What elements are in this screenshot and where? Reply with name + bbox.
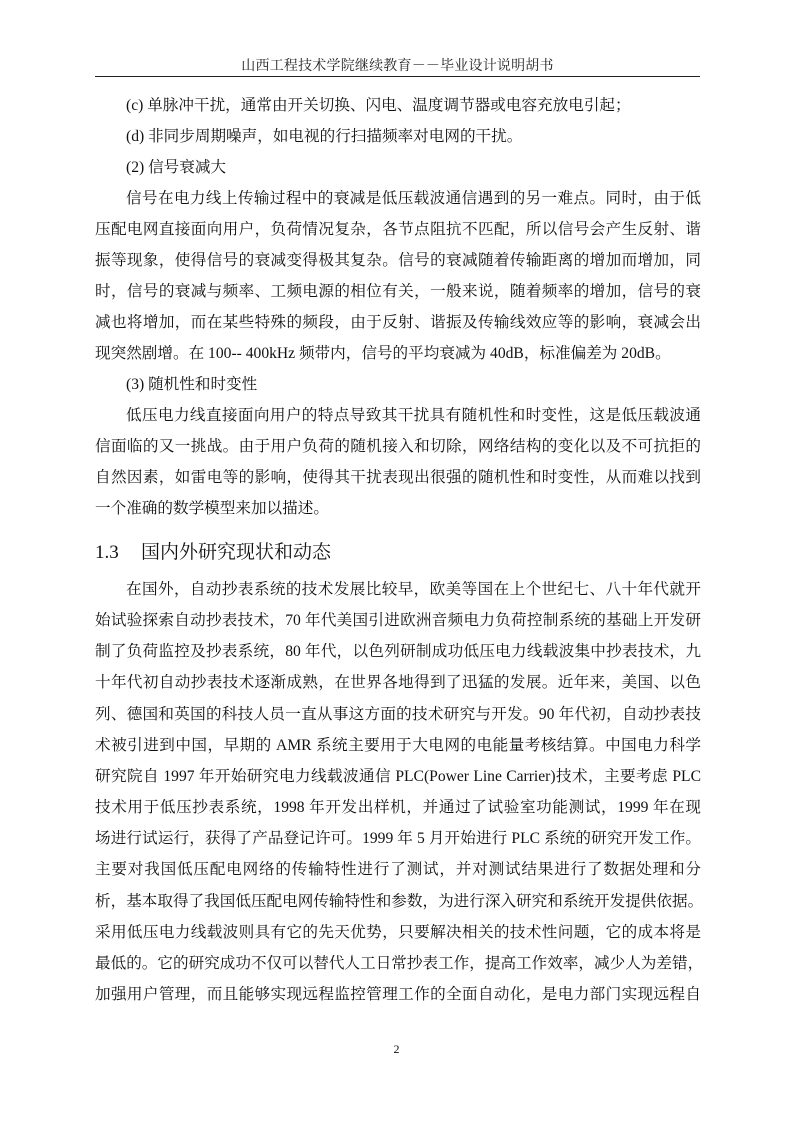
section-number: 1.3 — [95, 542, 119, 563]
text-line: 采用低压电力线载波则具有它的先天优势，只要解决相关的技术性问题，它的成本将是 — [95, 923, 701, 941]
text-line: 场进行试运行，获得了产品登记许可。1999 年 5 月开始进行 PLC 系统的研究开发工作。 — [95, 830, 701, 848]
text-line: 一个准确的数学模型来加以描述。 — [95, 500, 329, 517]
text-line: 时，信号的衰减与频率、工频电源的相位有关，一般来说，随着频率的增加，信号的衰 — [95, 283, 701, 300]
running-header: 山西工程技术学院继续教育－－毕业设计说明胡书 — [241, 59, 554, 74]
text-line: 现突然剧增。在 100-- 400kHz 频带内，信号的平均衰减为 40dB，标准偏差为 20dB。 — [95, 345, 671, 362]
text-line: 振等现象，使得信号的衰减变得极其复杂。信号的衰减随着传输距离的增加而增加，同 — [95, 252, 701, 269]
text-line: 主要对我国低压配电网络的传输特性进行了测试，并对测试结果进行了数据处理和分 — [95, 861, 701, 879]
text-line: 术被引进到中国，早期的 AMR 系统主要用于大电网的电能量考核结算。中国电力科学 — [95, 736, 701, 754]
section-heading — [95, 537, 331, 564]
text-line: 始试验探索自动抄表技术，70 年代美国引进欧洲音频电力负荷控制系统的基础上开发研 — [95, 612, 701, 630]
text-line: (2) 信号衰减大 — [126, 159, 227, 176]
text-line: 压配电网直接面向用户，负荷情况复杂，各节点阻抗不匹配，所以信号会产生反射、谐 — [95, 221, 701, 238]
text-line: 列、德国和英国的科技人员一直从事这方面的技术研究与开发。90 年代初，自动抄表技 — [95, 705, 701, 723]
text-line: 自然因素，如雷电等的影响，使得其干扰表现出很强的随机性和时变性，从而难以找到 — [95, 469, 701, 486]
text-line: 减也将增加，而在某些特殊的频段，由于反射、谐振及传输线效应等的影响，衰减会出 — [95, 314, 701, 331]
text-line: 十年代初自动抄表技术逐渐成熟，在世界各地得到了迅猛的发展。近年来，美国、以色 — [95, 674, 701, 692]
text-line: (c) 单脉冲干扰，通常由开关切换、闪电、温度调节器或电容充放电引起； — [126, 97, 631, 114]
text-line: (d) 非同步周期噪声，如电视的行扫描频率对电网的干扰。 — [126, 128, 523, 145]
text-line: 加强用户管理，而且能够实现远程监控管理工作的全面自动化，是电力部门实现远程自 — [95, 985, 701, 1003]
text-line: 制了负荷监控及抄表系统，80 年代，以色列研制成功低压电力线载波集中抄表技术，九 — [95, 643, 701, 661]
text-line: 信面临的又一挑战。由于用户负荷的随机接入和切除，网络结构的变化以及不可抗拒的 — [95, 438, 701, 455]
text-line: 低压电力线直接面向用户的特点导致其干扰具有随机性和时变性，这是低压载波通 — [126, 407, 701, 424]
text-line: 技术用于低压抄表系统，1998 年开发出样机，并通过了试验室功能测试，1999 年在现 — [95, 799, 701, 817]
text-line: 在国外，自动抄表系统的技术发展比较早，欧美等国在上个世纪七、八十年代就开 — [126, 581, 701, 598]
section-title: 国内外研究现状和动态 — [141, 541, 332, 563]
text-line: (3) 随机性和时变性 — [126, 376, 258, 393]
text-line: 析，基本取得了我国低压配电网传输特性和参数，为进行深入研究和系统开发提供依据。 — [95, 892, 704, 910]
header-rule — [95, 76, 700, 77]
text-line: 信号在电力线上传输过程中的衰减是低压载波通信遇到的另一难点。同时，由于低 — [126, 190, 701, 207]
text-line: 最低的。它的研究成功不仅可以替代人工日常抄表工作，提高工作效率，减少人为差错， — [95, 954, 704, 972]
text-line: 研究院自 1997 年开始研究电力线载波通信 PLC(Power Line Carrier)技术，主要考虑 PLC — [95, 767, 701, 785]
page-number: 2 — [393, 1042, 400, 1056]
